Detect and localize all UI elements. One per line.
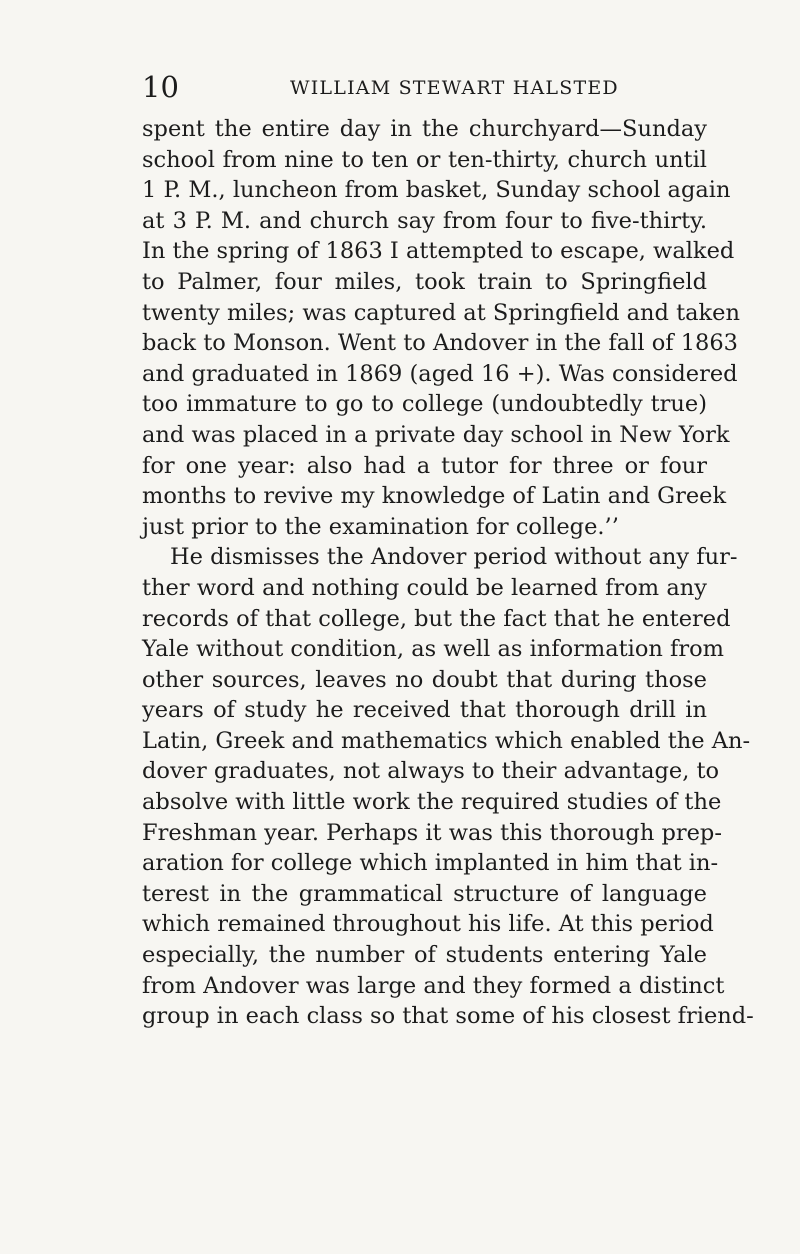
text-line: records of that college, but the fact that he entered	[142, 605, 731, 632]
text-line: absolve with little work the required studies of the	[142, 789, 722, 816]
text-line: In the spring of 1863 I attempted to escape, walked	[142, 238, 735, 265]
text-line: which remained throughout his life. At this period	[142, 911, 714, 938]
text-line: for one year: also had a tutor for three or four	[142, 452, 707, 479]
text-line: aration for college which implanted in him that in-	[142, 850, 719, 877]
text-line: back to Monson. Went to Andover in the fall of 1863	[142, 330, 738, 357]
text-line: 1 P. M., luncheon from basket, Sunday school again	[142, 177, 731, 204]
page-number: 10	[142, 70, 179, 104]
text-line: twenty miles; was captured at Springfield and taken	[142, 299, 740, 326]
text-line: terest in the grammatical structure of language	[142, 880, 707, 907]
text-line: just prior to the examination for college.’’	[142, 513, 619, 540]
text-line: Yale without condition, as well as information from	[142, 636, 725, 663]
body-text	[142, 114, 754, 1032]
text-line: school from nine to ten or ten-thirty, church until	[142, 146, 707, 173]
text-line: especially, the number of students entering Yale	[142, 942, 707, 969]
text-line: months to revive my knowledge of Latin and Greek	[142, 483, 727, 510]
text-line: to Palmer, four miles, took train to Springfield	[142, 268, 707, 295]
text-line: Freshman year. Perhaps it was this thorough prep-	[142, 819, 722, 846]
text-line: other sources, leaves no doubt that during those	[142, 666, 707, 693]
paragraph-1	[142, 114, 740, 542]
text-line: dover graduates, not always to their advantage, to	[142, 758, 720, 785]
text-line: at 3 P. M. and church say from four to five-thirty.	[142, 207, 707, 234]
text-line: group in each class so that some of his closest friend-	[142, 1003, 754, 1030]
page-header	[142, 70, 702, 110]
text-line: years of study he received that thorough drill in	[142, 697, 707, 724]
text-line: Latin, Greek and mathematics which enabled the An-	[142, 727, 751, 754]
text-line: He dismisses the Andover period without any fur-	[170, 544, 738, 571]
text-line: and graduated in 1869 (aged 16 +). Was considered	[142, 360, 738, 387]
text-line: and was placed in a private day school in New York	[142, 421, 730, 448]
running-head: WILLIAM STEWART HALSTED	[290, 77, 619, 99]
paragraph-2	[142, 542, 754, 1032]
text-line: too immature to go to college (undoubtedly true)	[142, 391, 707, 418]
text-line: ther word and nothing could be learned from any	[142, 574, 707, 601]
text-line: spent the entire day in the churchyard—Sunday	[142, 116, 707, 142]
text-line: from Andover was large and they formed a distinct	[142, 972, 725, 999]
